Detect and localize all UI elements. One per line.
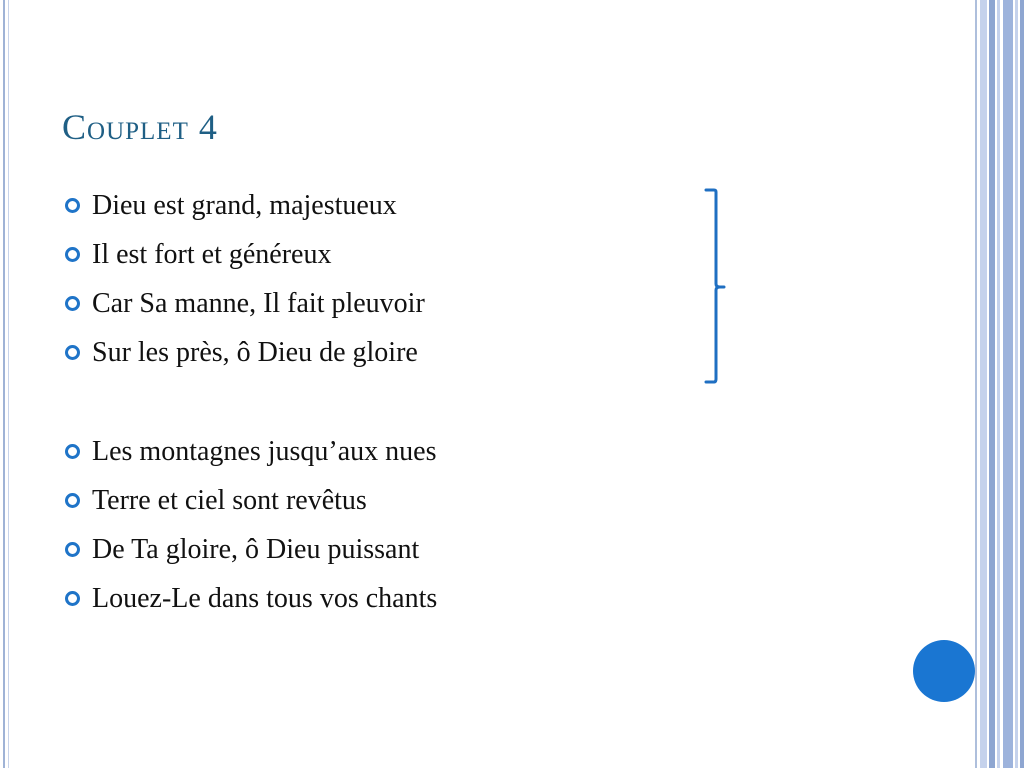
lyric-line: Il est fort et généreux — [92, 239, 332, 270]
left-border-line — [3, 0, 5, 768]
lyrics-list — [62, 186, 437, 628]
lyric-line: De Ta gloire, ô Dieu puissant — [92, 534, 420, 565]
list-item — [62, 186, 437, 235]
blue-circle-icon — [913, 640, 975, 702]
list-item — [62, 284, 437, 333]
right-band — [975, 0, 977, 768]
lyric-line: Sur les près, ô Dieu de gloire — [92, 337, 418, 368]
circle-bullet-icon — [65, 591, 80, 606]
lyric-line: Les montagnes jusqu’aux nues — [92, 436, 437, 467]
right-band — [980, 0, 987, 768]
list-item — [62, 481, 437, 530]
curly-bracket-icon — [700, 186, 730, 391]
slide-title: Couplet 4 — [62, 107, 218, 147]
lyric-line: Louez-Le dans tous vos chants — [92, 583, 438, 614]
right-band — [989, 0, 995, 768]
lyric-line: Dieu est grand, majestueux — [92, 190, 397, 221]
circle-bullet-icon — [65, 542, 80, 557]
list-item — [62, 333, 437, 382]
lyric-line: Terre et ciel sont revêtus — [92, 485, 367, 516]
list-item — [62, 432, 437, 481]
circle-bullet-icon — [65, 247, 80, 262]
right-band — [1003, 0, 1013, 768]
right-band — [997, 0, 1000, 768]
left-border-line-inner — [8, 0, 9, 768]
circle-bullet-icon — [65, 444, 80, 459]
lyric-line: Car Sa manne, Il fait pleuvoir — [92, 288, 425, 319]
circle-bullet-icon — [65, 345, 80, 360]
list-item — [62, 530, 437, 579]
right-band — [1020, 0, 1024, 768]
right-band — [1015, 0, 1018, 768]
list-item — [62, 235, 437, 284]
circle-bullet-icon — [65, 198, 80, 213]
circle-bullet-icon — [65, 493, 80, 508]
list-item — [62, 579, 437, 628]
circle-bullet-icon — [65, 296, 80, 311]
